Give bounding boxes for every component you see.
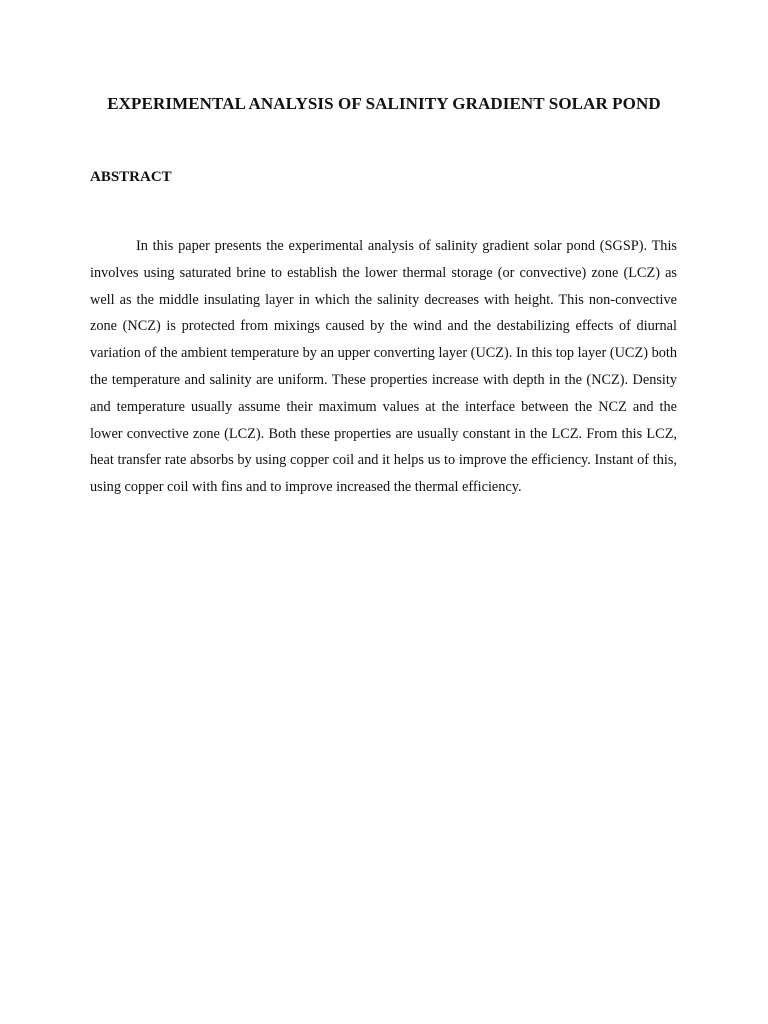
abstract-paragraph: In this paper presents the experimental analysis of salinity gradient solar pond (SGSP). This involves using saturated brine to establish the lower thermal storage (or convective) zone (LCZ) as well as the middle insulating layer in which the salinity decreases with height. This non-convective zone (NCZ) is protected from mixings caused by the wind and the destabilizing effects of diurnal variation of the ambient temperature by an upper converting layer (UCZ). In this top layer (UCZ) both the temperature and salinity are uniform. These properties increase with depth in the (NCZ). Density and temperature usually assume their maximum values at the interface between the NCZ and the lower convective zone (LCZ). Both these properties are usually constant in the LCZ. From this LCZ, heat transfer rate absorbs by using copper coil and it helps us to improve the efficiency. Instant of this, using copper coil with fins and to improve increased the thermal efficiency.: [90, 238, 677, 496]
abstract-heading: ABSTRACT: [90, 169, 172, 185]
paper-title: EXPERIMENTAL ANALYSIS OF SALINITY GRADIENT SOLAR POND: [107, 94, 661, 113]
